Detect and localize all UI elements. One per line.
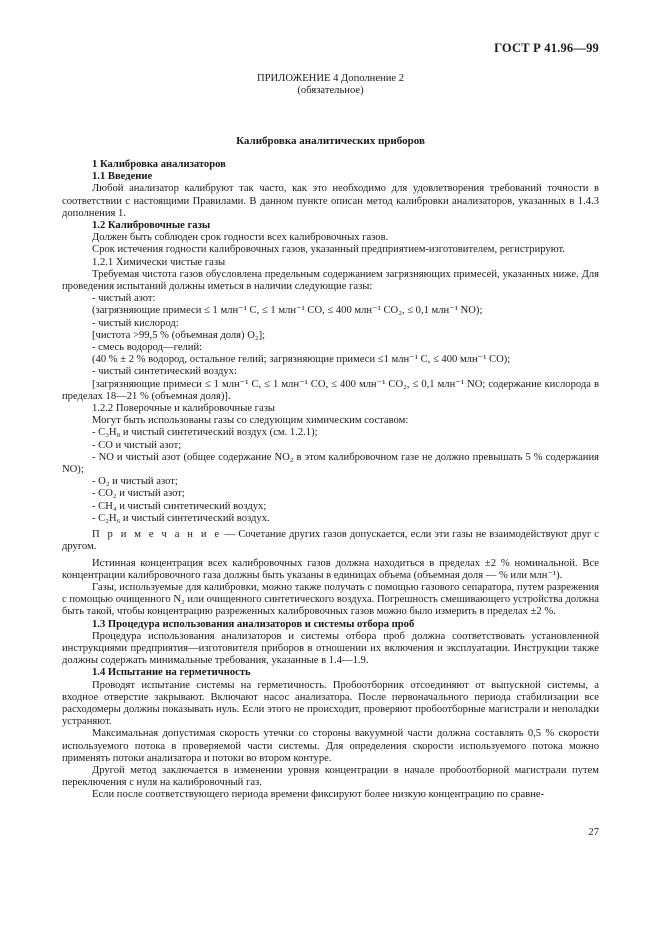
section-1-2-1-heading: 1.2.1 Химически чистые газы [92, 256, 226, 268]
paragraph: Максимальная допустимая скорость утечки со стороны вакуумной части должна составлять 0,5 % скорости используемого потока в проверяемой части системы. Для определения скорости используемого потока можно применять потоки анализатора и потоки во втором контуре. [62, 728, 599, 764]
section-1-heading: 1 Калибровка анализаторов [92, 159, 226, 170]
paragraph: Газы, используемые для калибровки, можно также получать с помощью газового сепаратора, путем разрежения с помощью очищенного N₂ или очищенного синтетического воздуха. Погрешность смешивающего устройства должна быть такой, чтобы концентрацию разреженных калибровочных газов можно было измерить в пределах ±2 %. [62, 581, 599, 618]
gas-mixture-item: - CO и чистый азот; [92, 439, 182, 451]
note [62, 529, 599, 553]
gas-item-spec: [чистота >99,5 % (объемная доля) O₂]; [92, 329, 266, 341]
gas-item-label: - чистый синтетический воздух: [92, 366, 237, 378]
paragraph: Могут быть использованы газы со следующим химическим составом: [92, 415, 409, 427]
appendix-subtitle: (обязательное) [297, 85, 364, 96]
gas-mixture-item: - NO и чистый азот (общее содержание NO₂ в этом калибровочном газе не должно превышать 5 % содержания NO); [62, 451, 599, 476]
paragraph: Проводят испытание системы на герметичность. Пробоотборник отсоединяют от выпускной системы, а входное отверстие закрывают. Включают насос анализатора. После первоначального периода стабилизации все расходомеры должны показывать нуль. Если этого не происходит, проверяют пробоотборные магистрали и неполадки устраняют. [62, 679, 599, 728]
paragraph: Любой анализатор калибруют так часто, как это необходимо для удовлетворения требований точности в соответствии с настоящими Правилами. В данном пункте описан метод калибровки анализаторов, указанных в 1.4.3 дополнения 1. [62, 183, 599, 219]
section-1-2-2-heading: 1.2.2 Поверочные и калибровочные газы [92, 403, 276, 415]
document-body [62, 159, 599, 802]
gas-item-spec: (40 % ± 2 % водород, остальное гелий; загрязняющие примеси ≤1 млн⁻¹ C, ≤ 400 млн⁻¹ CO); [92, 354, 511, 366]
gas-mixture-item: - O₂ и чистый азот; [92, 476, 178, 488]
section-1-2-heading: 1.2 Калибровочные газы [92, 220, 211, 232]
note-text: — Сочетание других газов допускается, если эти газы не взаимодействуют друг с другом. [62, 529, 600, 553]
gas-mixture-item: - CO₂ и чистый азот; [92, 488, 185, 500]
section-1-3-heading: 1.3 Процедура использования анализаторов и системы отбора проб [92, 618, 415, 630]
paragraph: Если после соответствующего периода времени фиксируют более низкую концентрацию по сравне- [92, 789, 545, 801]
standard-number: ГОСТ Р 41.96—99 [494, 41, 599, 55]
paragraph: Другой метод заключается в изменении уровня концентрации в начале пробоотборной магистрали путем переключения с нуля на калибровочный газ. [62, 764, 599, 789]
note-label: П р и м е ч а н и е [92, 529, 222, 541]
section-1-1-heading: 1.1 Введение [92, 171, 153, 183]
paragraph: Требуемая чистота газов обусловлена предельным содержанием загрязняющих примесей, указанных ниже. Для проведения испытаний должны иметься в наличии следующие газы: [62, 268, 599, 293]
gas-mixture-item: - C₃H₈ и чистый синтетический воздух (см. 1.2.1); [92, 427, 318, 439]
paragraph: Срок истечения годности калибровочных газов, указанный предприятием-изготовителем, регистрируют. [92, 244, 565, 256]
paragraph: Истинная концентрация всех калибровочных газов должна находиться в пределах ±2 % номинальной. Все концентрации калибровочного газа должны быть указаны в единицах объема (объемная доля — % или млн⁻¹). [62, 557, 599, 581]
paragraph: Должен быть соблюден срок годности всех калибровочных газов. [92, 232, 389, 244]
paragraph: Процедура использования анализаторов и системы отбора проб должна соответствовать установленной инструкциями предприятия—изготовителя приборов в отношении их включения и эксплуатации. Инструкции также должны содержать минимальные требования, указанные в 1.4—1.9. [62, 630, 599, 667]
page-number: 27 [588, 827, 599, 838]
gas-item-label: - смесь водород—гелий: [92, 342, 203, 354]
gas-mixture-item: - C₂H₆ и чистый синтетический воздух. [92, 512, 270, 524]
gas-item-spec: [загрязняющие примеси ≤ 1 млн⁻¹ C, ≤ 1 млн⁻¹ CO, ≤ 400 млн⁻¹ CO₂, ≤ 0,1 млн⁻¹ NO; содержание кислорода в пределах 18—21 % (объемная доля)]. [62, 378, 599, 402]
gas-mixture-item: - CH₄ и чистый синтетический воздух; [92, 500, 267, 512]
gas-item-label: - чистый кислород: [92, 317, 179, 329]
section-1-4-heading: 1.4 Испытание на герметичность [92, 667, 251, 679]
gas-item-spec: (загрязняющие примеси ≤ 1 млн⁻¹ C, ≤ 1 млн⁻¹ CO, ≤ 400 млн⁻¹ CO₂, ≤ 0,1 млн⁻¹ NO); [92, 305, 483, 317]
document-title: Калибровка аналитических приборов [236, 135, 425, 147]
gas-item-label: - чистый азот: [92, 293, 156, 305]
appendix-title: ПРИЛОЖЕНИЕ 4 Дополнение 2 [256, 73, 405, 84]
